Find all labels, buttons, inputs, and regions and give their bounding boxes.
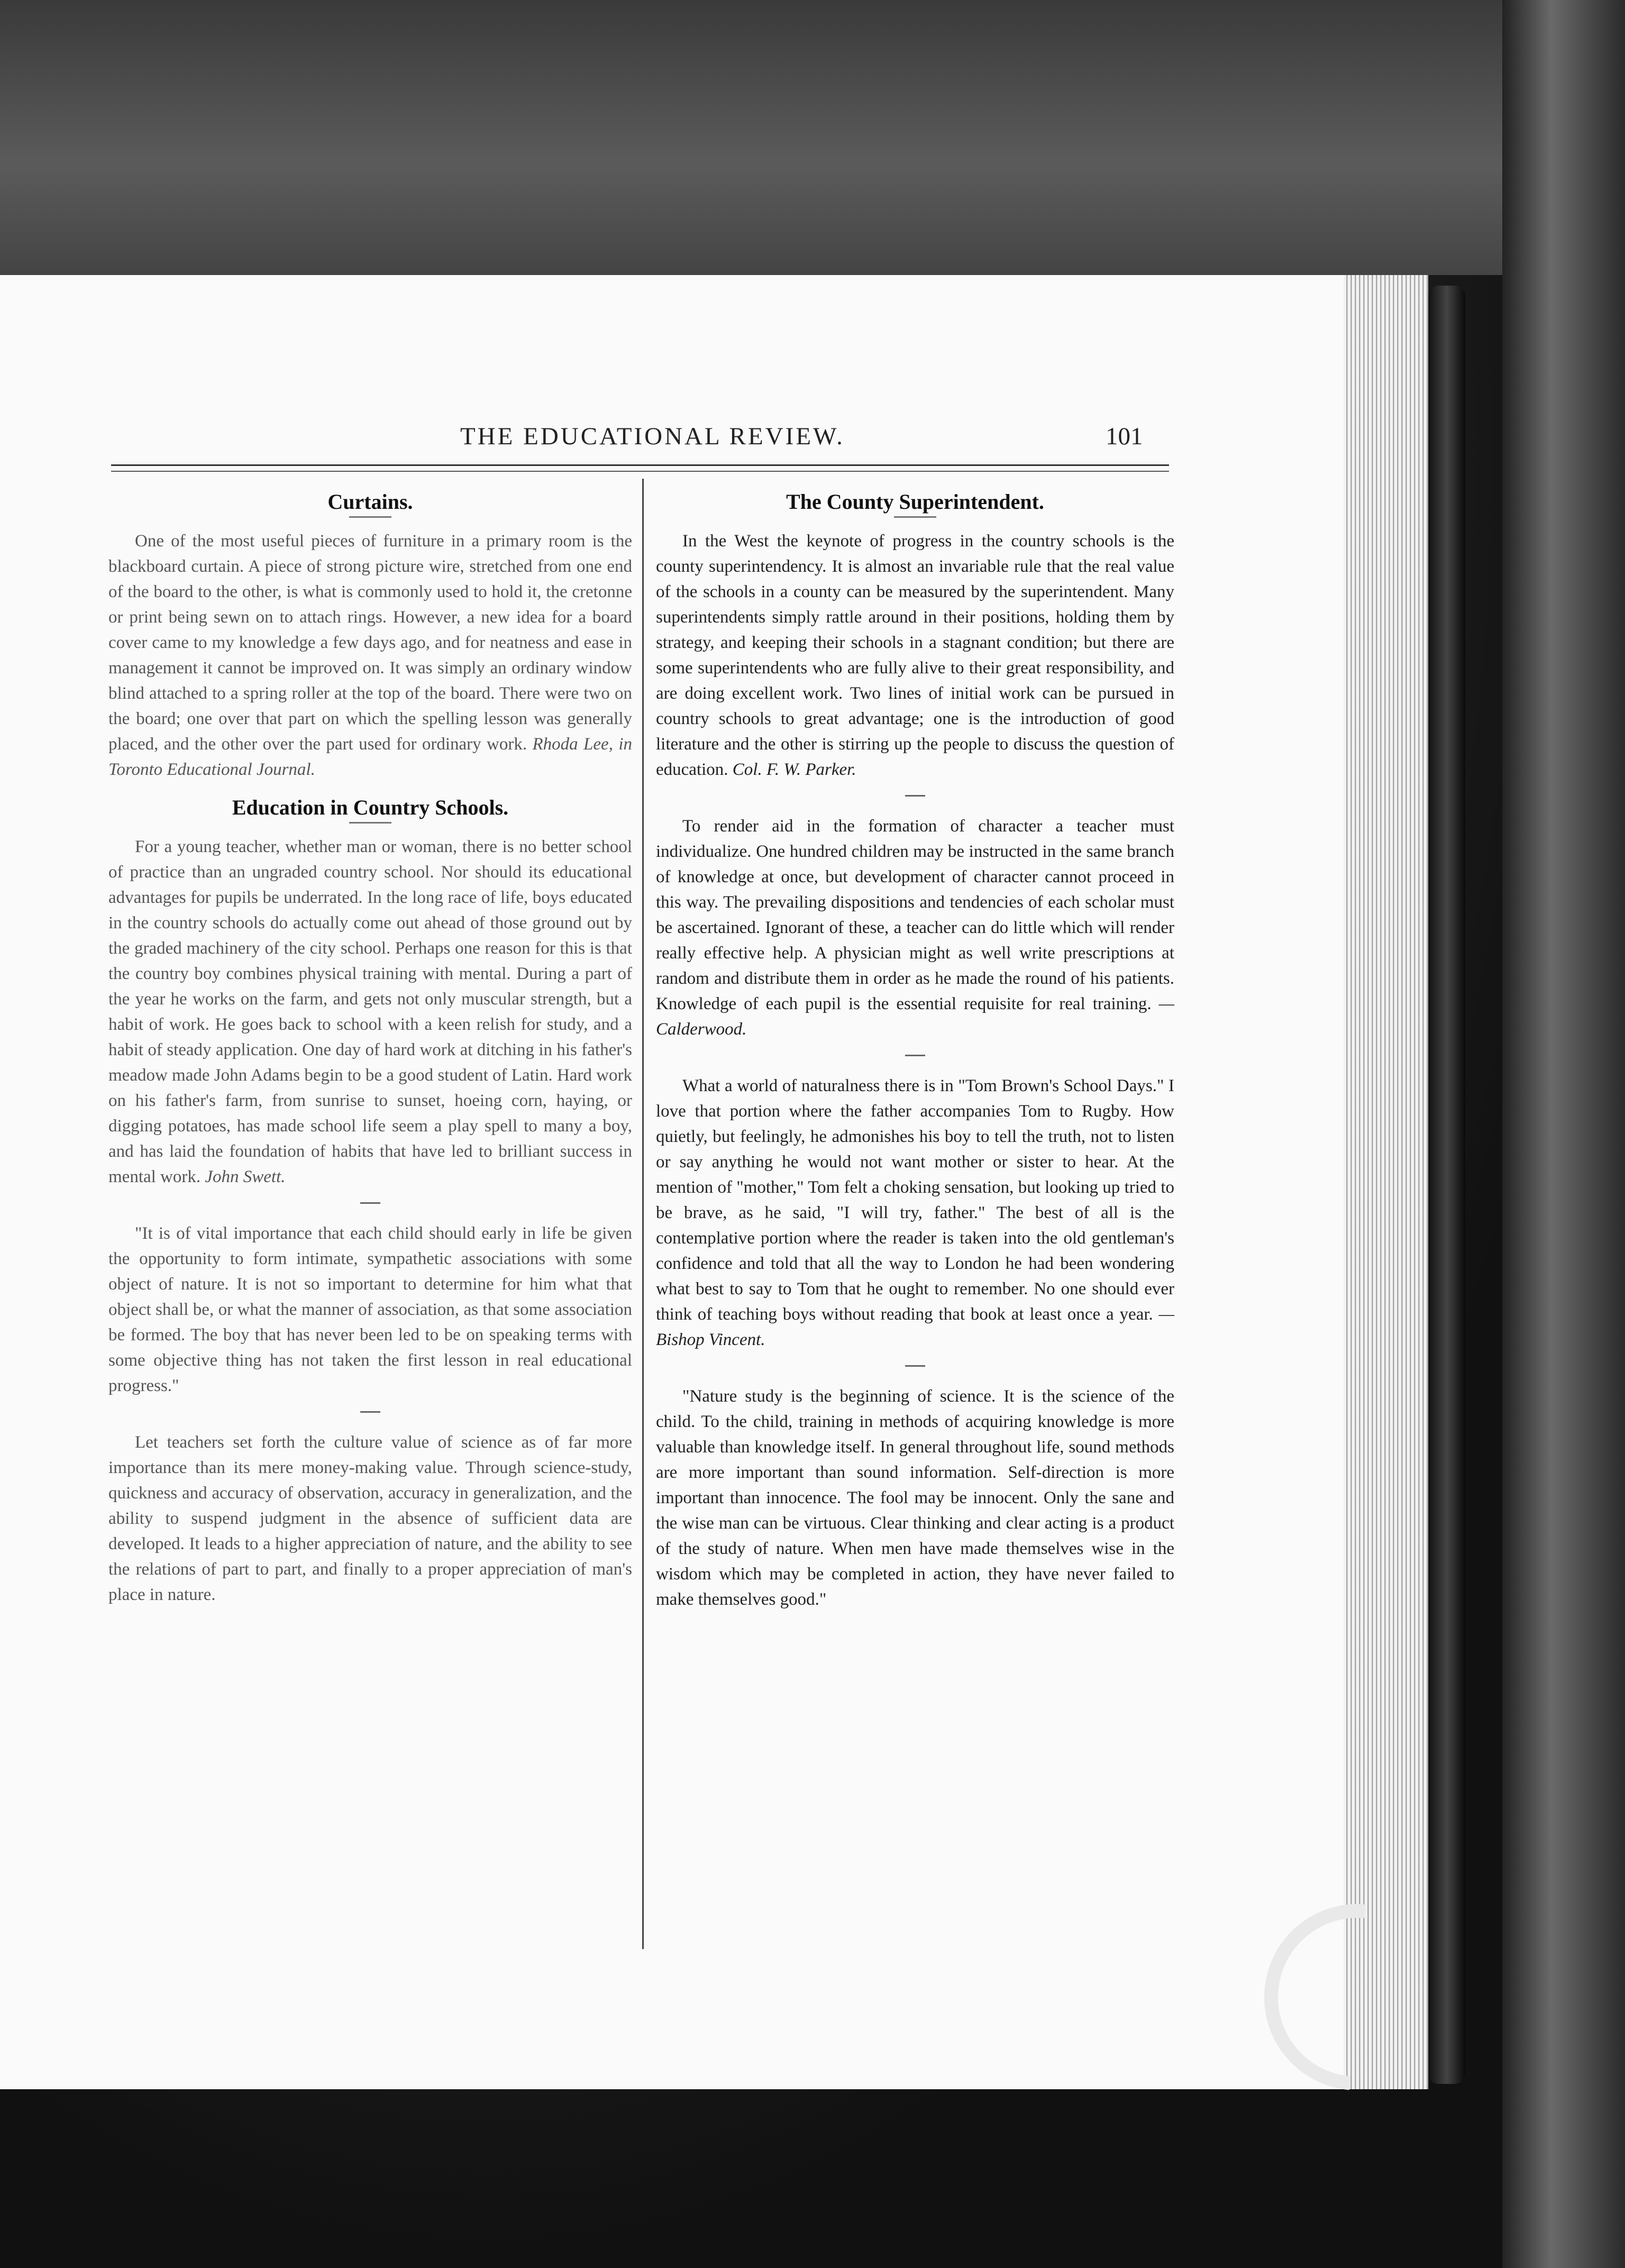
- column-divider: [642, 479, 644, 1949]
- heading-dash: [349, 516, 391, 518]
- education-heading: Education in Country Schools.: [232, 795, 509, 819]
- superintendent-signature: Col. F. W. Parker.: [732, 760, 856, 779]
- section-separator: [360, 1411, 380, 1413]
- section-separator: [905, 795, 925, 797]
- page-number: 101: [1106, 423, 1143, 450]
- curtains-text: One of the most useful pieces of furniture in a primary room is the blackboard curtain. A piece of strong picture wire, stretched from one end of the board to the other, is what is commonly used to hold it, the cretonne or print being sewn on to attach rings. However, a new idea for a board cover came to my knowledge a few days ago, and for neatness and ease in management it cannot be improved on. It was simply an ordinary window blind attached to a spring roller at the top of the board. There were two on the board; one over that part on which the spelling lesson was generally placed, and the other over the part used for ordinary work.: [108, 532, 632, 754]
- page-edges: [1344, 275, 1428, 2089]
- scanner-bed-top: [0, 0, 1625, 275]
- character-signature: —Calderwood.: [656, 994, 1174, 1039]
- superintendent-heading: The County Superintendent.: [786, 490, 1044, 514]
- character-body: [656, 813, 1174, 1042]
- left-column: [108, 479, 632, 1620]
- scanner-frame-right: [1502, 0, 1625, 2268]
- nature-quote: "It is of vital importance that each child should early in life be given the opportunity to form intimate, sympathetic associations with some object of nature. It is not so important to determine for him what that object shall be, or what the manner of association, as that some association be formed. The boy that has never been led to be on speaking terms with some objective thing has not taken the first lesson in real educational progress.": [108, 1224, 632, 1395]
- superintendent-text: In the West the keynote of progress in the country schools is the county superintendency. It is almost an invariable rule that the real value of the schools in a county can be measured by the superintendent. Many superintendents simply rattle around in their positions, holding them by strategy, and keeping their schools in a stagnant condition; but there are some superintendents who are fully alive to their great responsibility, and are doing excellent work. Two lines of initial work can be pursued in country schools to great advantage; one is the introduction of good literature and the other is stirring up the people to discuss the question of education.: [656, 532, 1174, 779]
- superintendent-body: [656, 528, 1174, 782]
- curtains-body: [108, 528, 632, 782]
- nature-study-body: "Nature study is the beginning of science. It is the science of the child. To the child, training in methods of acquiring knowledge is more valuable than knowledge itself. In general throughout life, sound methods are more important than sound information. Self-direction is more important than innocence. The fool may be innocent. Only the sane and the wise man can be virtuous. Clear thinking and clear acting is a product of the study of nature. When men have made themselves wise in the wisdom which may be completed in action, they have never failed to make themselves good.": [656, 1387, 1174, 1609]
- header-rule: [111, 464, 1169, 472]
- education-signature: John Swett.: [205, 1167, 286, 1186]
- curtains-heading: Curtains.: [327, 490, 413, 514]
- journal-title: THE EDUCATIONAL REVIEW.: [460, 423, 845, 450]
- heading-dash: [894, 516, 936, 518]
- heading-dash: [349, 822, 391, 824]
- science-paragraph: Let teachers set forth the culture value of science as of far more importance than its mere money-making value. Through science-study, quickness and accuracy of observation, accuracy in generalization, and the ability to suspend judgment in the absence of sufficient data are developed. It leads to a higher appreciation of nature, and the ability to see the relations of part to part, and finally to a proper appreciation of man's place in nature.: [108, 1433, 632, 1604]
- tom-brown-text: What a world of naturalness there is in "Tom Brown's School Days." I love that portion where the father accompanies Tom to Rugby. How quietly, but feelingly, he admonishes his boy to tell the truth, not to listen or say anything he would not want mother or sister to hear. At the mention of "mother," Tom felt a choking sensation, but looking up tried to be brave, as he said, "I will try, father." The best of all is the contemplative portion where the reader is taken into the old gentleman's confidence and told that all the way to London he had been wondering what best to say to Tom that he ought to remember. No one should ever think of teaching boys without reading that book at least once a year.: [656, 1076, 1174, 1324]
- education-text: For a young teacher, whether man or woman, there is no better school of practice than an ungraded country school. Nor should its educational advantages for pupils be underrated. In the long race of life, boys educated in the country schools do actually come out ahead of those ground out by the graded machinery of the city school. Perhaps one reason for this is that the country boy combines physical training with mental. During a part of the year he works on the farm, and gets not only muscular strength, but a habit of work. He goes back to school with a keen relish for study, and a habit of steady application. One day of hard work at ditching in his father's meadow made John Adams begin to be a good student of Latin. Hard work on his father's farm, from sunrise to sunset, hoeing corn, haying, or digging potatoes, has made school life seem a play spell to many a boy, and has laid the foundation of habits that have led to brilliant success in mental work.: [108, 837, 632, 1186]
- section-separator: [360, 1202, 380, 1204]
- character-text: To render aid in the formation of character a teacher must individualize. One hundred children may be instructed in the same branch of knowledge at once, but development of character cannot proceed in this way. The prevailing dispositions and tendencies of each scholar must be ascertained. Ignorant of these, a teacher can do little which will render really effective help. A physician might as well write prescriptions at random and distribute them in order as he made the round of his patients. Knowledge of each pupil is the essential requisite for real training.: [656, 817, 1174, 1013]
- education-body: [108, 834, 632, 1190]
- section-separator: [905, 1055, 925, 1056]
- book-binding: [1428, 286, 1465, 2084]
- section-separator: [905, 1365, 925, 1367]
- curtains-signature: Rhoda Lee, in Toronto Educational Journal.: [108, 735, 632, 779]
- tom-brown-body: [656, 1073, 1174, 1352]
- right-column: [656, 479, 1174, 1625]
- tom-brown-signature: —Bishop Vincent.: [656, 1305, 1174, 1349]
